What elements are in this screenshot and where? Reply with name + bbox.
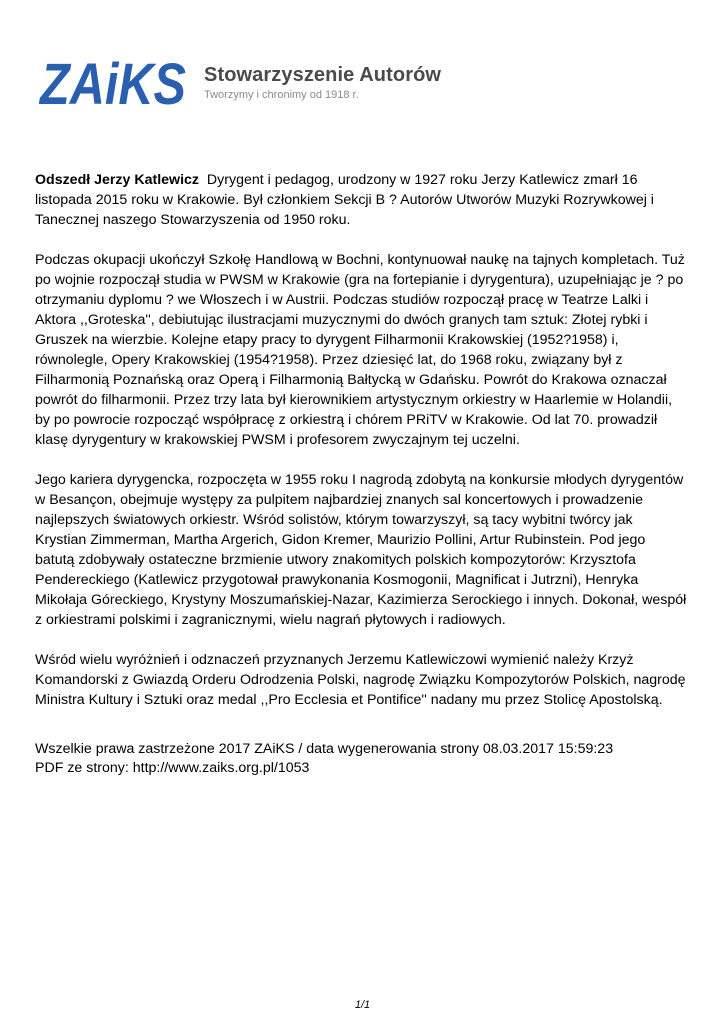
article-intro-paragraph (35, 170, 687, 230)
org-name: Stowarzyszenie Autorów (204, 64, 442, 86)
article-intro: Dyrygent i pedagog, urodzony w 1927 roku Jerzy Katlewicz zmarł 16 listopada 2015 roku w Krakowie. Był członkiem Sekcji B ? Autorów Utworów Muzyki Rozrywkowej i Tanecznej naszego Stowarzyszenia od 1950 roku. (35, 172, 654, 228)
article-body (35, 170, 687, 730)
article-paragraph: Jego kariera dyrygencka, rozpoczęta w 1955 roku I nagrodą zdobytą na konkursie młodych dyrygentów w Besançon, obejmuje występy za pulpitem najbardziej znanych sal koncertowych i prowadzenie najlepszych światowych orkiestr. Wśród solistów, którym towarzyszył, są tacy wybitni twórcy jak Krystian Zimmerman, Martha Argerich, Gidon Kremer, Maurizio Pollini, Artur Rubinstein. Pod jego batutą zdobywały ostateczne brzmienie utwory znakomitych polskich kompozytorów: Krzysztofa Pendereckiego (Katlewicz przygotował prawykonania Kosmogonii, Magnificat i Jutrzni), Henryka Mikołaja Góreckiego, Krystyny Moszumańskiej-Nazar, Kazimierza Serockiego i innych. Dokonał, wespół z orkiestrami polskimi i zagranicznymi, wielu nagrań płytowych i radiowych. (35, 472, 687, 628)
page-number: 1/1 (354, 999, 371, 1011)
org-tagline: Tworzymy i chronimy od 1918 r. (204, 89, 359, 101)
pdf-source-line: PDF ze strony: http://www.zaiks.org.pl/1053 (35, 760, 310, 776)
copyright-line: Wszelkie prawa zastrzeżone 2017 ZAiKS / data wygenerowania strony 08.03.2017 15:59:23 (35, 741, 614, 757)
article-paragraph: Podczas okupacji ukończył Szkołę Handlową w Bochni, kontynuował naukę na tajnych kompletach. Tuż po wojnie rozpoczął studia w PWSM w Krakowie (gra na fortepianie i dyrygentura), uzupełniając je ? po otrzymaniu dyplomu ? we Włoszech i w Austrii. Podczas studiów rozpoczął pracę w Teatrze Lalki i Aktora ,,Groteska'', debiutując ilustracjami muzycznymi do dwóch granych tam sztuk: Złotej rybki i Gruszek na wierzbie. Kolejne etapy pracy to dyrygent Filharmonii Krakowskiej (1952?1958) i, równolegle, Opery Krakowskiej (1954?1958). Przez dziesięć lat, do 1968 roku, związany był z Filharmonią Poznańską oraz Operą i Filharmonią Bałtycką w Gdańsku. Powrót do Krakowa oznaczał powrót do filharmonii. Przez trzy lata był kierownikiem artystycznym orkiestry w Haarlemie w Holandii, by po powrocie rozpocząć współpracę z orkiestrą i chórem PRiTV w Krakowie. Od lat 70. prowadził klasę dyrygentury w krakowskiej PWSM i profesorem zwyczajnym tej uczelni. (35, 252, 685, 448)
article-headline: Odszedł Jerzy Katlewicz (35, 172, 200, 188)
article-paragraph: Wśród wielu wyróżnień i odznaczeń przyznanych Jerzemu Katlewiczowi wymienić należy Krzyż Komandorski z Gwiazdą Orderu Odrodzenia Polski, nagrodę Związku Kompozytorów Polskich, nagrodę Ministra Kultury i Sztuki oraz medal ,,Pro Ecclesia et Pontifice'' nadany mu przez Stolicę Apostolską. (35, 652, 686, 708)
page-header (0, 0, 725, 130)
zaiks-logo (38, 52, 188, 117)
svg-text:ZAiKS: ZAiKS (38, 52, 187, 117)
page-footer (35, 740, 695, 778)
